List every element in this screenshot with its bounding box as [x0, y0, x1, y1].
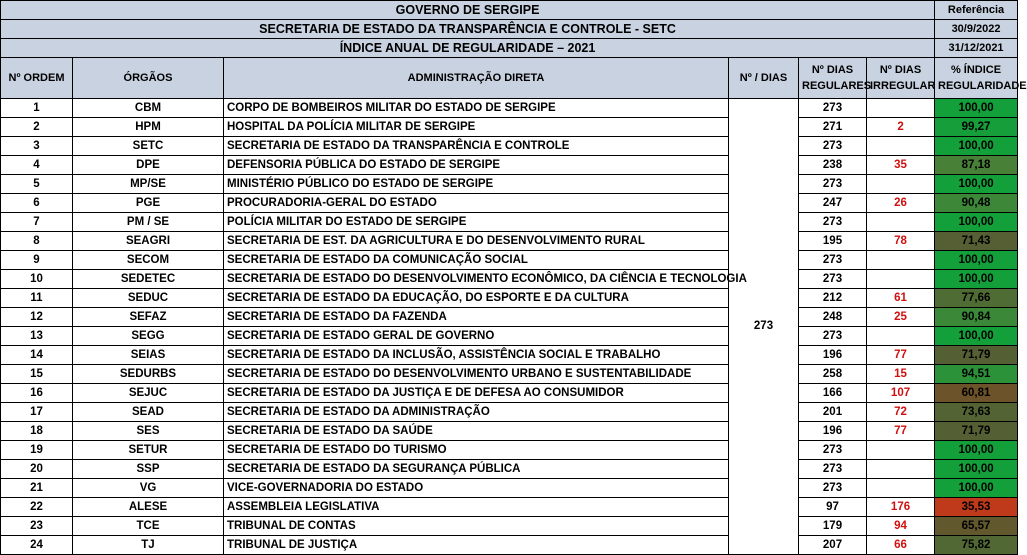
col-header-orgaos: ÓRGÃOS — [73, 58, 224, 99]
regular-days: 195 — [799, 232, 867, 251]
irregular-days — [867, 175, 935, 194]
regular-days: 196 — [799, 346, 867, 365]
regularity-index: 73,63 — [935, 403, 1018, 422]
organ-name: SECRETARIA DE ESTADO DA TRANSPARÊNCIA E CONTROLE — [224, 137, 729, 156]
order-number: 1 — [1, 99, 73, 118]
organ-name: SECRETARIA DE ESTADO DA JUSTIÇA E DE DEFESA AO CONSUMIDOR — [224, 384, 729, 403]
order-number: 7 — [1, 213, 73, 232]
irregular-days — [867, 213, 935, 232]
regular-days: 273 — [799, 175, 867, 194]
regularity-index: 100,00 — [935, 251, 1018, 270]
regular-days: 212 — [799, 289, 867, 308]
regular-days: 97 — [799, 498, 867, 517]
table-row — [1, 460, 1018, 479]
organ-name: SECRETARIA DE ESTADO DA SEGURANÇA PÚBLICA — [224, 460, 729, 479]
organ-acronym: CBM — [73, 99, 224, 118]
order-number: 19 — [1, 441, 73, 460]
organ-name: DEFENSORIA PÚBLICA DO ESTADO DE SERGIPE — [224, 156, 729, 175]
regular-days: 273 — [799, 460, 867, 479]
organ-acronym: DPE — [73, 156, 224, 175]
regularity-index: 77,66 — [935, 289, 1018, 308]
order-number: 18 — [1, 422, 73, 441]
col-header-irregular: Nº DIAS IRREGULAR — [867, 58, 935, 99]
order-number: 11 — [1, 289, 73, 308]
table-row — [1, 479, 1018, 498]
regularity-index: 94,51 — [935, 365, 1018, 384]
regular-days: 248 — [799, 308, 867, 327]
irregular-days: 107 — [867, 384, 935, 403]
regularity-index: 100,00 — [935, 327, 1018, 346]
table-row — [1, 118, 1018, 137]
organ-acronym: MP/SE — [73, 175, 224, 194]
order-number: 4 — [1, 156, 73, 175]
regularity-index: 71,79 — [935, 422, 1018, 441]
table-row — [1, 308, 1018, 327]
col-header-ordem: Nº ORDEM — [1, 58, 73, 99]
organ-name: SECRETARIA DE ESTADO DA ADMINISTRAÇÃO — [224, 403, 729, 422]
regular-days: 271 — [799, 118, 867, 137]
order-number: 10 — [1, 270, 73, 289]
regular-days: 258 — [799, 365, 867, 384]
irregular-days: 77 — [867, 422, 935, 441]
col-header-regulares: Nº DIAS REGULARES — [799, 58, 867, 99]
organ-name: SECRETARIA DE ESTADO DA INCLUSÃO, ASSISTÊNCIA SOCIAL E TRABALHO — [224, 346, 729, 365]
col-header-indice: % ÍNDICE REGULARIDADE — [935, 58, 1018, 99]
organ-name: VICE-GOVERNADORIA DO ESTADO — [224, 479, 729, 498]
organ-name: SECRETARIA DE ESTADO GERAL DE GOVERNO — [224, 327, 729, 346]
order-number: 8 — [1, 232, 73, 251]
organ-name: SECRETARIA DE ESTADO DA EDUCAÇÃO, DO ESPORTE E DA CULTURA — [224, 289, 729, 308]
table-row — [1, 441, 1018, 460]
order-number: 17 — [1, 403, 73, 422]
regularity-index: 99,27 — [935, 118, 1018, 137]
organ-name: CORPO DE BOMBEIROS MILITAR DO ESTADO DE SERGIPE — [224, 99, 729, 118]
table-row — [1, 270, 1018, 289]
order-number: 6 — [1, 194, 73, 213]
table-row — [1, 536, 1018, 555]
order-number: 21 — [1, 479, 73, 498]
organ-acronym: SEFAZ — [73, 308, 224, 327]
table-row — [1, 175, 1018, 194]
regular-days: 273 — [799, 479, 867, 498]
header-row-1 — [1, 1, 1018, 20]
organ-name: PROCURADORIA-GERAL DO ESTADO — [224, 194, 729, 213]
order-number: 13 — [1, 327, 73, 346]
irregular-days: 35 — [867, 156, 935, 175]
regular-days: 273 — [799, 441, 867, 460]
irregular-days: 2 — [867, 118, 935, 137]
regularity-index: 100,00 — [935, 175, 1018, 194]
organ-name: TRIBUNAL DE JUSTIÇA — [224, 536, 729, 555]
irregular-days: 94 — [867, 517, 935, 536]
table-row — [1, 517, 1018, 536]
total-days: 273 — [729, 99, 799, 555]
irregular-days: 176 — [867, 498, 935, 517]
irregular-days — [867, 327, 935, 346]
order-number: 5 — [1, 175, 73, 194]
order-number: 22 — [1, 498, 73, 517]
irregular-days — [867, 460, 935, 479]
regular-days: 238 — [799, 156, 867, 175]
organ-name: SECRETARIA DE ESTADO DO DESENVOLVIMENTO URBANO E SUSTENTABILIDADE — [224, 365, 729, 384]
organ-name: POLÍCIA MILITAR DO ESTADO DE SERGIPE — [224, 213, 729, 232]
organ-name: TRIBUNAL DE CONTAS — [224, 517, 729, 536]
order-number: 23 — [1, 517, 73, 536]
reference-date: 30/9/2022 — [935, 20, 1018, 39]
table-row — [1, 194, 1018, 213]
organ-acronym: SEJUC — [73, 384, 224, 403]
regularity-index: 65,57 — [935, 517, 1018, 536]
regularity-index: 100,00 — [935, 213, 1018, 232]
order-number: 2 — [1, 118, 73, 137]
organ-name: SECRETARIA DE ESTADO DO TURISMO — [224, 441, 729, 460]
organ-acronym: SEDURBS — [73, 365, 224, 384]
regularity-index: 90,48 — [935, 194, 1018, 213]
table-row — [1, 213, 1018, 232]
organ-acronym: VG — [73, 479, 224, 498]
regular-days: 207 — [799, 536, 867, 555]
organ-acronym: SETUR — [73, 441, 224, 460]
organ-name: SECRETARIA DE ESTADO DA COMUNICAÇÃO SOCIAL — [224, 251, 729, 270]
organ-acronym: SETC — [73, 137, 224, 156]
table-row — [1, 156, 1018, 175]
table-row — [1, 137, 1018, 156]
secretariat-title: SECRETARIA DE ESTADO DA TRANSPARÊNCIA E CONTROLE - SETC — [1, 20, 935, 39]
organ-acronym: SES — [73, 422, 224, 441]
irregular-days: 78 — [867, 232, 935, 251]
irregular-days: 66 — [867, 536, 935, 555]
table-row — [1, 422, 1018, 441]
irregular-days — [867, 137, 935, 156]
table-row — [1, 327, 1018, 346]
organ-acronym: SEAD — [73, 403, 224, 422]
irregular-days — [867, 441, 935, 460]
organ-acronym: TJ — [73, 536, 224, 555]
regularity-index: 100,00 — [935, 270, 1018, 289]
period-end-date: 31/12/2021 — [935, 39, 1018, 58]
regularity-index: 90,84 — [935, 308, 1018, 327]
order-number: 14 — [1, 346, 73, 365]
irregular-days: 61 — [867, 289, 935, 308]
index-title: ÍNDICE ANUAL DE REGULARIDADE – 2021 — [1, 39, 935, 58]
organ-acronym: SEDETEC — [73, 270, 224, 289]
organ-acronym: SECOM — [73, 251, 224, 270]
header-row-3 — [1, 39, 1018, 58]
government-title: GOVERNO DE SERGIPE — [1, 1, 935, 20]
table-row — [1, 99, 1018, 118]
order-number: 12 — [1, 308, 73, 327]
organ-name: HOSPITAL DA POLÍCIA MILITAR DE SERGIPE — [224, 118, 729, 137]
regular-days: 273 — [799, 251, 867, 270]
table-row — [1, 232, 1018, 251]
table-row — [1, 403, 1018, 422]
table-row — [1, 289, 1018, 308]
organ-name: SECRETARIA DE ESTADO DA FAZENDA — [224, 308, 729, 327]
regularity-index: 100,00 — [935, 441, 1018, 460]
regularity-index: 71,43 — [935, 232, 1018, 251]
irregular-days: 25 — [867, 308, 935, 327]
organ-acronym: SEDUC — [73, 289, 224, 308]
regularity-index: 100,00 — [935, 460, 1018, 479]
organ-acronym: SEIAS — [73, 346, 224, 365]
regular-days: 273 — [799, 213, 867, 232]
order-number: 3 — [1, 137, 73, 156]
reference-label: Referência — [935, 1, 1018, 20]
organ-name: ASSEMBLEIA LEGISLATIVA — [224, 498, 729, 517]
organ-name: SECRETARIA DE EST. DA AGRICULTURA E DO DESENVOLVIMENTO RURAL — [224, 232, 729, 251]
organ-name: SECRETARIA DE ESTADO DO DESENVOLVIMENTO ECONÔMICO, DA CIÊNCIA E TECNOLOGIA — [224, 270, 729, 289]
irregular-days: 15 — [867, 365, 935, 384]
irregular-days: 26 — [867, 194, 935, 213]
regularity-index: 71,79 — [935, 346, 1018, 365]
table-row — [1, 251, 1018, 270]
col-header-admin: ADMINISTRAÇÃO DIRETA — [224, 58, 729, 99]
regular-days: 273 — [799, 270, 867, 289]
col-header-dias: Nº / DIAS — [729, 58, 799, 99]
regular-days: 273 — [799, 137, 867, 156]
organ-acronym: SSP — [73, 460, 224, 479]
organ-acronym: SEGG — [73, 327, 224, 346]
table-row — [1, 365, 1018, 384]
table-row — [1, 498, 1018, 517]
order-number: 15 — [1, 365, 73, 384]
organ-acronym: TCE — [73, 517, 224, 536]
regularity-index: 100,00 — [935, 479, 1018, 498]
regular-days: 273 — [799, 327, 867, 346]
regular-days: 196 — [799, 422, 867, 441]
regularity-index: 100,00 — [935, 99, 1018, 118]
header-row-2 — [1, 20, 1018, 39]
organ-name: MINISTÉRIO PÚBLICO DO ESTADO DE SERGIPE — [224, 175, 729, 194]
irregular-days: 77 — [867, 346, 935, 365]
irregular-days — [867, 99, 935, 118]
regularity-index: 75,82 — [935, 536, 1018, 555]
regularity-index: 87,18 — [935, 156, 1018, 175]
regularity-index: 100,00 — [935, 137, 1018, 156]
regular-days: 247 — [799, 194, 867, 213]
order-number: 20 — [1, 460, 73, 479]
irregular-days — [867, 270, 935, 289]
organ-acronym: PGE — [73, 194, 224, 213]
order-number: 24 — [1, 536, 73, 555]
irregular-days: 72 — [867, 403, 935, 422]
regular-days: 166 — [799, 384, 867, 403]
organ-acronym: PM / SE — [73, 213, 224, 232]
regularity-index: 60,81 — [935, 384, 1018, 403]
table-row — [1, 384, 1018, 403]
irregular-days — [867, 479, 935, 498]
order-number: 16 — [1, 384, 73, 403]
organ-acronym: SEAGRI — [73, 232, 224, 251]
organ-acronym: ALESE — [73, 498, 224, 517]
table-row — [1, 346, 1018, 365]
order-number: 9 — [1, 251, 73, 270]
regularity-index: 35,53 — [935, 498, 1018, 517]
column-header-row — [1, 58, 1018, 99]
organ-acronym: HPM — [73, 118, 224, 137]
organ-name: SECRETARIA DE ESTADO DA SAÚDE — [224, 422, 729, 441]
irregular-days — [867, 251, 935, 270]
regular-days: 273 — [799, 99, 867, 118]
regular-days: 201 — [799, 403, 867, 422]
regular-days: 179 — [799, 517, 867, 536]
